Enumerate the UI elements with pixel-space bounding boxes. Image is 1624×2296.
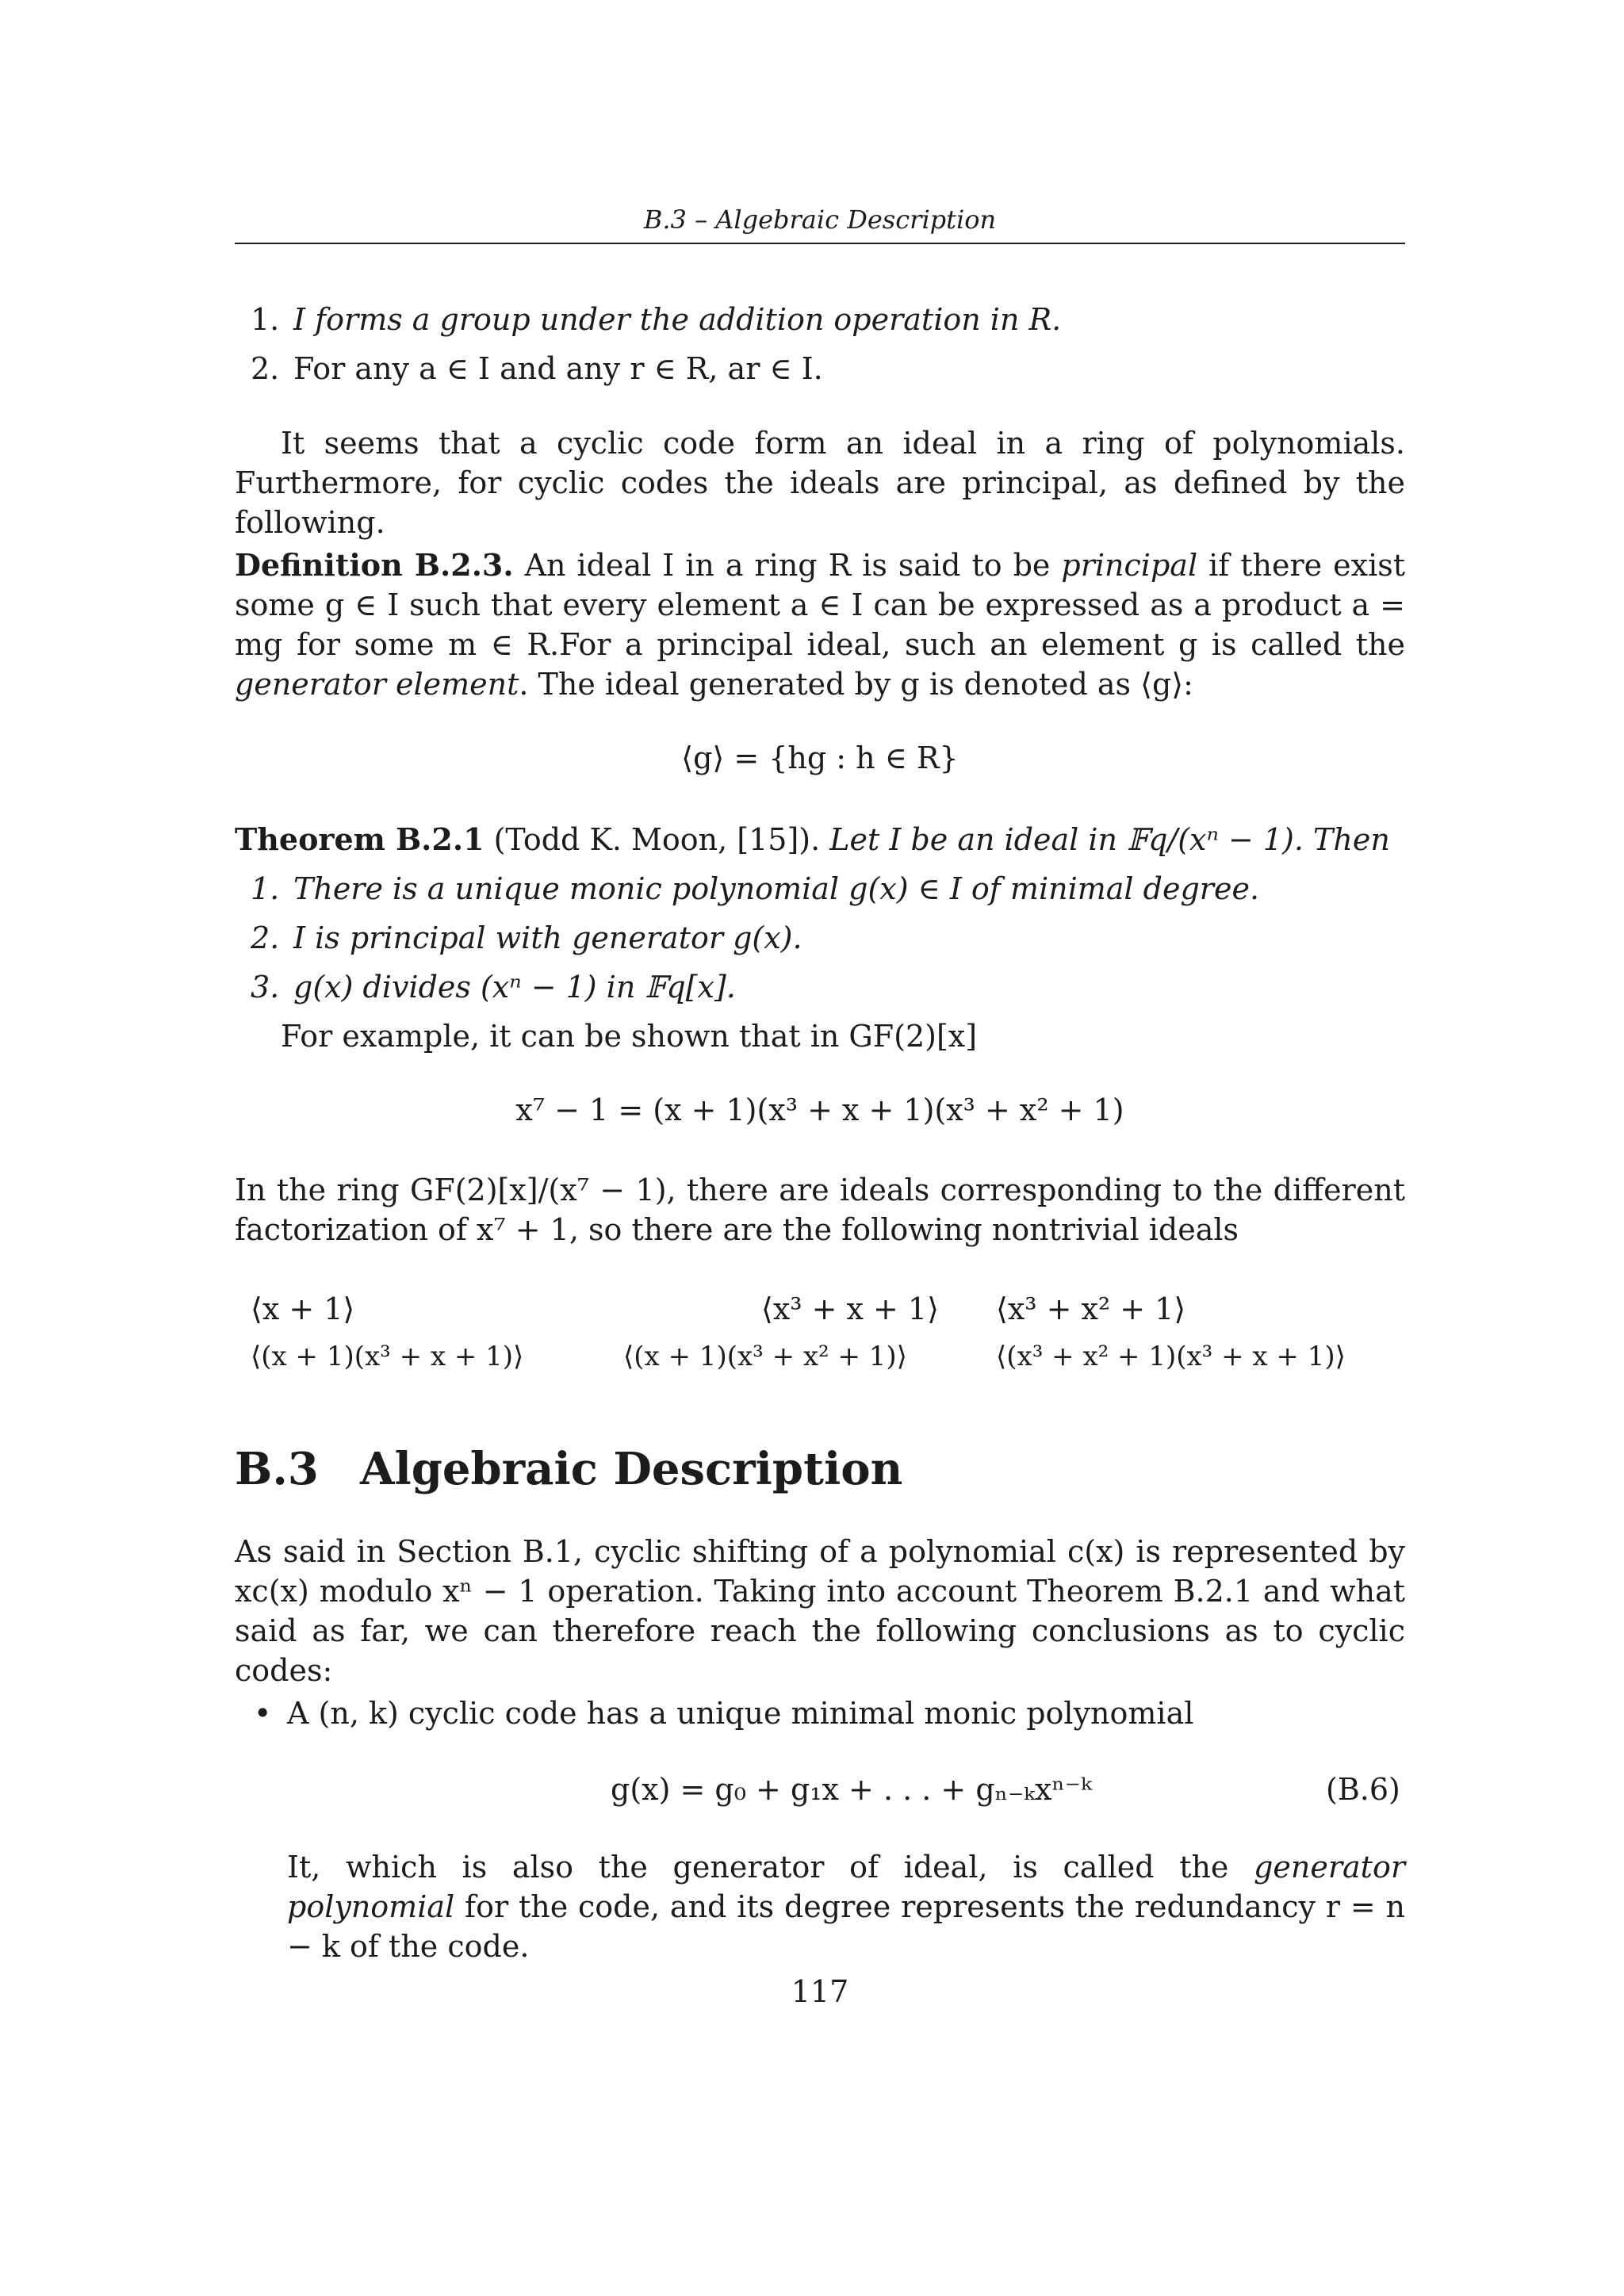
theorem-heading (235, 820, 1390, 859)
paragraph: In the ring GF(2)[x]/(x⁷ − 1), there are ideals corresponding to the different factorization of x⁷ + 1, so there are the following nontrivial ideals (235, 1173, 1405, 1247)
section-title: Algebraic Description (360, 1443, 903, 1495)
section-heading (235, 1443, 902, 1495)
ideal-entry: ⟨x³ + x² + 1⟩ (996, 1292, 1186, 1326)
bullet-marker: • (254, 1696, 272, 1731)
theorem-statement: Let I be an ideal in 𝔽q/(xⁿ − 1). Then (820, 822, 1390, 857)
paragraph-term: generator polynomial (287, 1850, 1405, 1924)
equation-generator: g(x) = g₀ + g₁x + . . . + gₙ₋ₖxⁿ⁻ᵏ (611, 1772, 1092, 1807)
list-item-number: 2. (251, 351, 280, 386)
theorem-item-number: 1. (251, 871, 280, 906)
example-intro: For example, it can be shown that in GF(2)[x] (281, 1019, 978, 1054)
section-number: B.3 (235, 1443, 319, 1495)
ideal-entry: ⟨(x + 1)(x³ + x + 1)⟩ (251, 1341, 524, 1372)
theorem-label: Theorem B.2.1 (235, 821, 485, 857)
ideal-entry: ⟨x³ + x + 1⟩ (761, 1292, 939, 1326)
ideal-entry: ⟨x + 1⟩ (251, 1292, 355, 1326)
page-number: 117 (791, 1974, 849, 2009)
list-item-number: 1. (251, 302, 280, 337)
definition-text: . The ideal generated by g is denoted as ⟨g⟩: (519, 667, 1193, 702)
header-rule (235, 243, 1405, 244)
equation-factorization: x⁷ − 1 = (x + 1)(x³ + x + 1)(x³ + x² + 1) (515, 1093, 1124, 1127)
theorem-citation: (Todd K. Moon, [15]). (484, 822, 821, 857)
theorem-item-text: g(x) divides (xⁿ − 1) in 𝔽q[x]. (293, 970, 736, 1004)
definition-text: An ideal I in a ring R is said to be (513, 548, 1062, 583)
list-item-text: I forms a group under the addition operation in R. (293, 302, 1062, 337)
paragraph-text: It, which is also the generator of ideal, is called the (287, 1850, 1254, 1885)
paragraph: As said in Section B.1, cyclic shifting of a polynomial c(x) is represented by xc(x) modulo xⁿ − 1 operation. Taking into account Theorem B.2.1 and what said as far, we can therefore reach the following conclusions as to cyclic codes: (235, 1534, 1405, 1688)
list-item-text: For any a ∈ I and any r ∈ R, ar ∈ I. (293, 351, 823, 386)
definition-label: Definition B.2.3. (235, 547, 514, 583)
paragraph: It seems that a cyclic code form an ideal in a ring of polynomials. Furthermore, for cyclic codes the ideals are principal, as defined by the following. (235, 426, 1405, 540)
running-header: B.3 – Algebraic Description (643, 205, 997, 235)
theorem-item-number: 3. (251, 970, 280, 1004)
definition-block (235, 545, 1405, 704)
bullet-text: A (n, k) cyclic code has a unique minimal monic polynomial (287, 1696, 1194, 1731)
equation-tag: (B.6) (1326, 1772, 1400, 1807)
definition-term: principal (1061, 548, 1198, 583)
theorem-item-number: 2. (251, 920, 280, 955)
ideal-entry: ⟨(x + 1)(x³ + x² + 1)⟩ (623, 1341, 907, 1372)
definition-text: if there exist some g ∈ I such that every element a ∈ I can be expressed as a product a = mg for some m ∈ R.For a principal ideal, such an element g is called the (235, 548, 1405, 662)
theorem-item-text: There is a unique monic polynomial g(x) ∈ I of minimal degree. (293, 871, 1260, 906)
definition-term: generator element (235, 667, 519, 702)
paragraph (287, 1847, 1405, 1966)
ideal-entry: ⟨(x³ + x² + 1)(x³ + x + 1)⟩ (996, 1341, 1346, 1372)
paragraph-text: for the code, and its degree represents the redundancy r = n − k of the code. (287, 1889, 1405, 1964)
theorem-item-text: I is principal with generator g(x). (293, 920, 802, 955)
equation-ideal: ⟨g⟩ = {hg : h ∈ R} (681, 740, 959, 775)
